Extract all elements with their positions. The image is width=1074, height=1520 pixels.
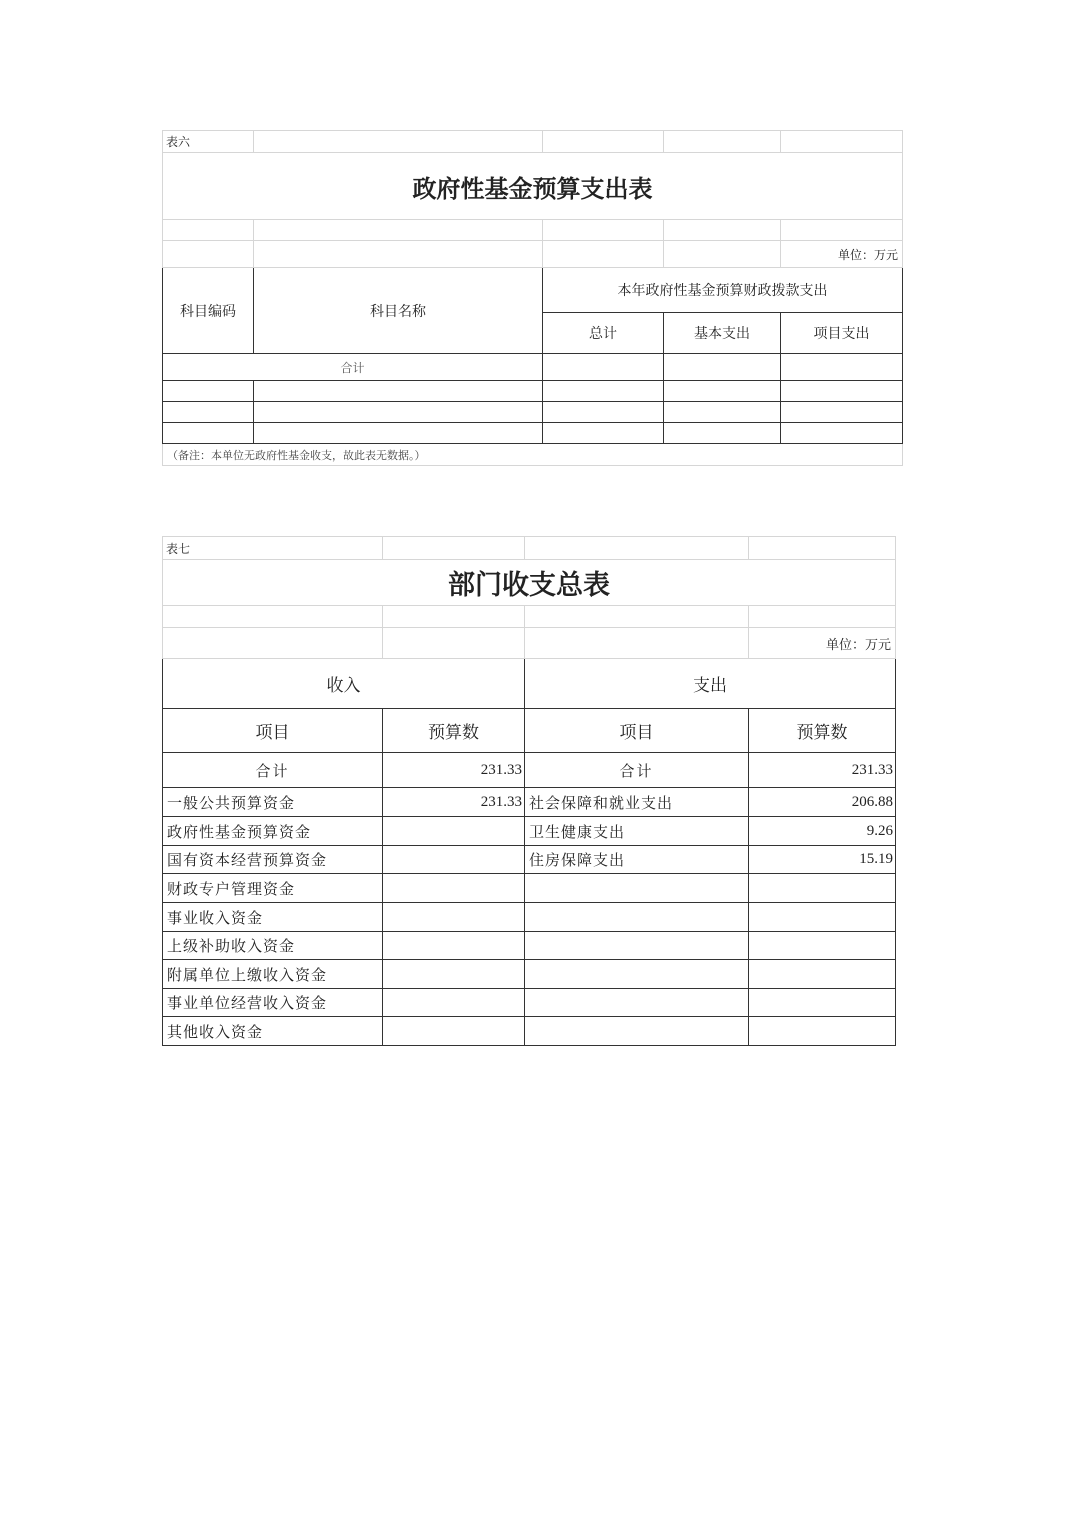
expense-item xyxy=(525,1017,749,1046)
income-value xyxy=(383,903,525,932)
expense-item xyxy=(525,989,749,1017)
expense-value: 9.26 xyxy=(749,817,896,846)
expense-value xyxy=(749,1017,896,1046)
table-title: 部门收支总表 xyxy=(163,560,896,606)
income-value xyxy=(383,989,525,1017)
income-total-value: 231.33 xyxy=(383,753,525,788)
expense-value: 15.19 xyxy=(749,846,896,874)
income-item: 一般公共预算资金 xyxy=(163,788,383,817)
table-title: 政府性基金预算支出表 xyxy=(163,153,903,220)
income-item: 事业单位经营收入资金 xyxy=(163,989,383,1017)
header-income: 收入 xyxy=(163,659,525,709)
header-expense-item: 项目 xyxy=(525,709,749,753)
department-income-expense-table xyxy=(162,536,896,1046)
table-row xyxy=(163,932,896,960)
expense-value xyxy=(749,989,896,1017)
income-value xyxy=(383,932,525,960)
table-tag: 表七 xyxy=(163,537,383,560)
unit-label: 单位：万元 xyxy=(781,241,903,268)
expense-item: 卫生健康支出 xyxy=(525,817,749,846)
table-row xyxy=(163,1017,896,1046)
table-row xyxy=(163,903,896,932)
expense-value xyxy=(749,960,896,989)
table-note: （备注：本单位无政府性基金收支，故此表无数据。） xyxy=(163,444,903,466)
income-total-label: 合计 xyxy=(163,753,383,788)
total-row-label: 合计 xyxy=(163,354,543,381)
expense-value xyxy=(749,932,896,960)
header-expense-budget: 预算数 xyxy=(749,709,896,753)
expense-item: 社会保障和就业支出 xyxy=(525,788,749,817)
expense-item xyxy=(525,932,749,960)
income-item: 其他收入资金 xyxy=(163,1017,383,1046)
income-value xyxy=(383,817,525,846)
income-item: 财政专户管理资金 xyxy=(163,874,383,903)
income-value: 231.33 xyxy=(383,788,525,817)
table-row xyxy=(163,960,896,989)
income-value xyxy=(383,1017,525,1046)
unit-label: 单位：万元 xyxy=(749,628,896,659)
header-income-budget: 预算数 xyxy=(383,709,525,753)
header-income-item: 项目 xyxy=(163,709,383,753)
expense-value xyxy=(749,903,896,932)
header-subject-name: 科目名称 xyxy=(254,268,543,354)
income-item: 事业收入资金 xyxy=(163,903,383,932)
table-row xyxy=(163,354,903,381)
table-row xyxy=(163,846,896,874)
table-row xyxy=(163,423,903,444)
expense-item: 住房保障支出 xyxy=(525,846,749,874)
income-value xyxy=(383,960,525,989)
table-row xyxy=(163,788,896,817)
expense-item xyxy=(525,960,749,989)
table-row xyxy=(163,989,896,1017)
header-total: 总计 xyxy=(543,313,664,354)
income-value xyxy=(383,874,525,903)
table-tag: 表六 xyxy=(163,131,254,153)
income-item: 政府性基金预算资金 xyxy=(163,817,383,846)
header-project-expense: 项目支出 xyxy=(781,313,903,354)
total-row xyxy=(163,753,896,788)
header-basic-expense: 基本支出 xyxy=(664,313,781,354)
header-expense: 支出 xyxy=(525,659,896,709)
expense-item xyxy=(525,903,749,932)
income-item: 上级补助收入资金 xyxy=(163,932,383,960)
expense-item xyxy=(525,874,749,903)
table-row xyxy=(163,874,896,903)
expense-value xyxy=(749,874,896,903)
table-row xyxy=(163,381,903,402)
header-fund-expenditure-group: 本年政府性基金预算财政拨款支出 xyxy=(543,268,903,313)
table-row xyxy=(163,402,903,423)
table-row xyxy=(163,817,896,846)
income-item: 附属单位上缴收入资金 xyxy=(163,960,383,989)
income-item: 国有资本经营预算资金 xyxy=(163,846,383,874)
header-subject-code: 科目编码 xyxy=(163,268,254,354)
income-value xyxy=(383,846,525,874)
expense-total-label: 合计 xyxy=(525,753,749,788)
expense-value: 206.88 xyxy=(749,788,896,817)
government-fund-expenditure-table xyxy=(162,130,903,466)
expense-total-value: 231.33 xyxy=(749,753,896,788)
